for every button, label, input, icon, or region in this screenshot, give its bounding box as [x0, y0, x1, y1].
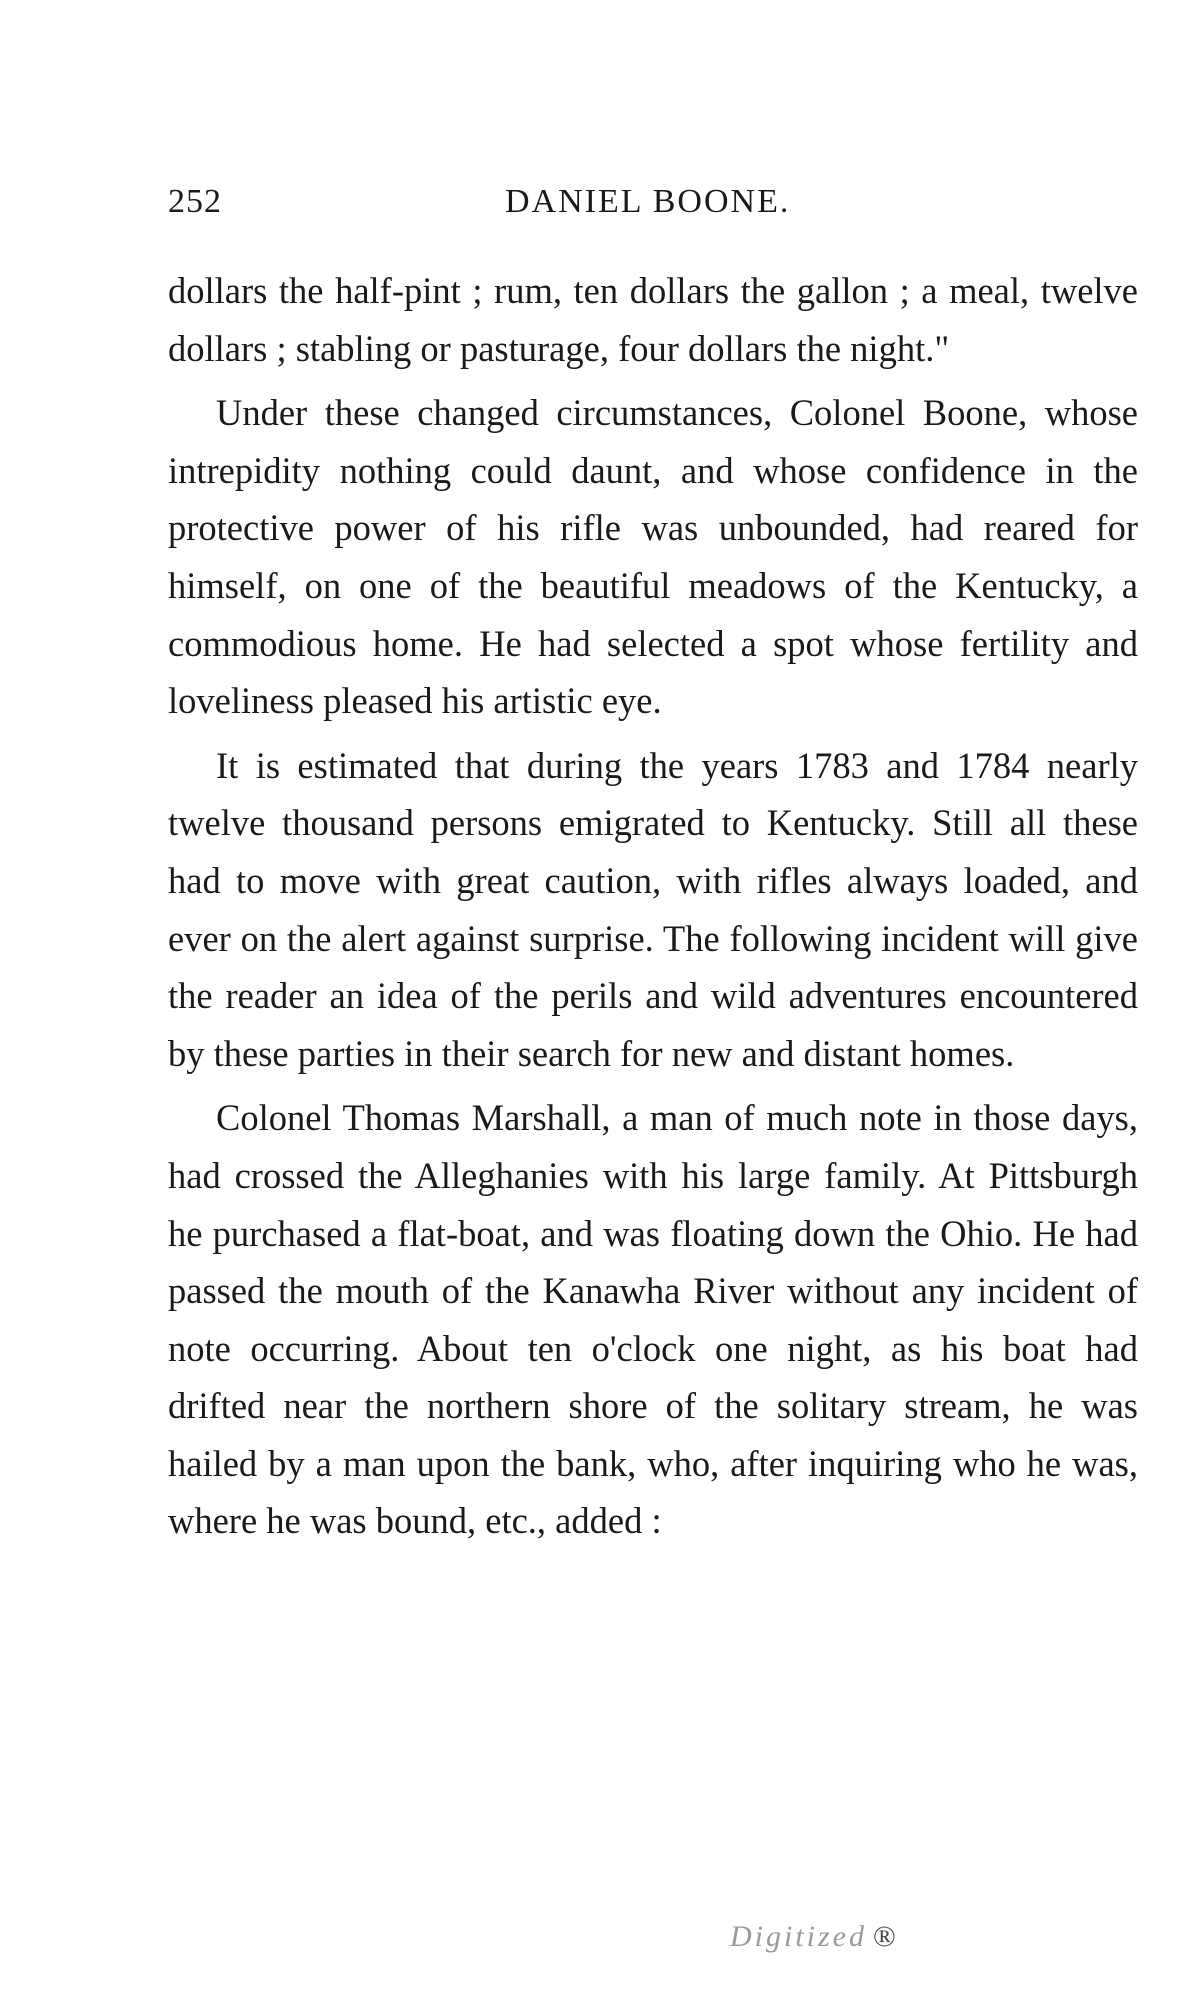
paragraph-boone-home: Under these changed circumstances, Colonel Boone, whose intrepidity nothing could daunt, and whose confidence in the protective power of his rifle was unbounded, had reared for himself, on one of the beautiful meadows of the Kentucky, a commodious home. He had selected a spot whose fertility and loveliness pleased his artistic eye.	[168, 392, 1138, 722]
paragraph-continuation: dollars the half-pint ; rum, ten dollars the gallon ; a meal, twelve dollars ; stabling or pasturage, four dollars the night."	[168, 270, 1138, 369]
stamp-text: Digitized	[730, 1920, 867, 1953]
paragraph-emigration: It is estimated that during the years 1783 and 1784 nearly twelve thousand persons emigrated to Kentucky. Still all these had to move with great caution, with rifles always loaded, and ever on the alert against surprise. The following incident will give the reader an idea of the perils and wild adventures encountered by these parties in their search for new and distant homes.	[168, 744, 1138, 1074]
paragraph-marshall: Colonel Thomas Marshall, a man of much note in those days, had crossed the Alleghanies with his large family. At Pittsburgh he purchased a flat-boat, and was floating down the Ohio. He had passed the mouth of the Kanawha River without any incident of note occurring. About ten o'clock one night, as his boat had drifted near the northern shore of the solitary stream, he was hailed by a man upon the bank, who, after inquiring who he was, where he was bound, etc., added :	[168, 1097, 1138, 1542]
registered-mark-icon: ®	[873, 1920, 896, 1953]
digitization-stamp	[730, 1920, 896, 1954]
running-head	[168, 183, 1138, 229]
running-title: DANIEL BOONE.	[505, 183, 791, 220]
page-number: 252	[168, 183, 222, 220]
body-text	[168, 262, 1138, 1557]
